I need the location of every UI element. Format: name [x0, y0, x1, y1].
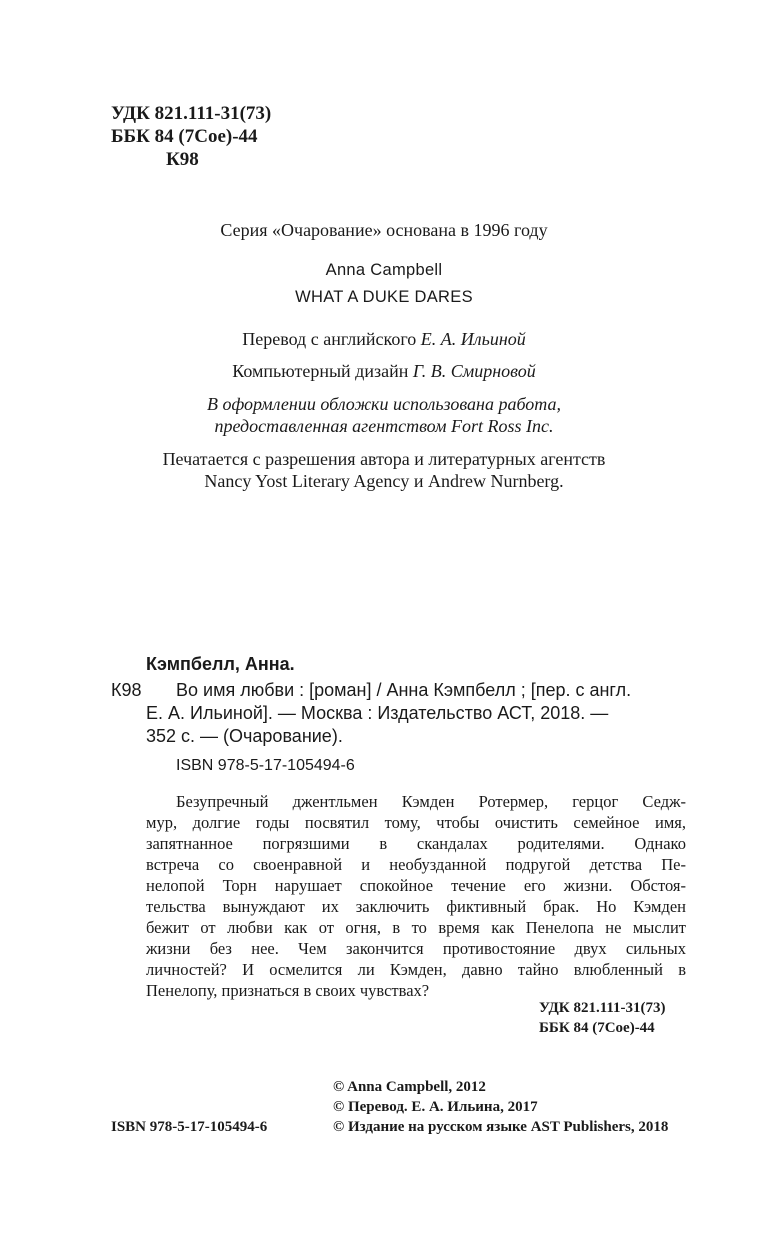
card-code: К98 [111, 680, 142, 700]
translation-credit [0, 328, 768, 350]
copyright-edition: © Издание на русском языке AST Publishers, 2018 [333, 1119, 669, 1135]
annotation-line: Пенелопу, признаться в своих чувствах? [146, 981, 430, 1000]
annotation-line: встреча со своенравной и необузданной подругой детства Пе- [146, 855, 686, 874]
cover-credit-line2: предоставленная агентством Fort Ross Inc. [214, 416, 554, 436]
copyright-author: © Anna Campbell, 2012 [333, 1079, 486, 1095]
permission-line1: Печатается с разрешения автора и литературных агентств [162, 449, 606, 469]
copyright-translation: © Перевод. Е. А. Ильина, 2017 [333, 1099, 538, 1115]
header-udk: УДК 821.111-31(73) [111, 103, 272, 124]
card-heading: Кэмпбелл, Анна. [146, 654, 295, 674]
annotation-line: запятнанное погрязшими в скандалах родителями. Однако [146, 834, 686, 853]
card-bbk: ББК 84 (7Сое)-44 [539, 1020, 655, 1036]
original-title: WHAT A DUKE DARES [295, 288, 473, 306]
annotation-line: жизни без нее. Чем закончится противостояние двух сильных [146, 939, 686, 958]
annotation-line: нелопой Торн нарушает спокойное течение его жизни. Обстоя- [146, 876, 686, 895]
card-desc-line3: 352 с. — (Очарование). [146, 726, 343, 746]
annotation-line: личностей? И осмелится ли Кэмден, давно тайно влюбленный в [146, 960, 686, 979]
annotation-line: тельства вынуждают их заключить фиктивный брак. Но Кэмден [146, 897, 686, 916]
series-line: Серия «Очарование» основана в 1996 году [220, 220, 548, 240]
designer-name: Г. В. Смирновой [412, 361, 536, 381]
card-desc-line1: Во имя любви : [роман] / Анна Кэмпбелл ; [пер. с англ. [176, 680, 632, 700]
cover-credit-line1: В оформлении обложки использована работа, [206, 394, 561, 414]
annotation-line: бежит от любви как от огня, в то время как Пенелопа не мыслит [146, 918, 686, 937]
header-bbk: ББК 84 (7Сое)-44 [111, 126, 258, 147]
design-prefix: Компьютерный дизайн [232, 361, 413, 381]
original-author: Anna Campbell [325, 261, 443, 279]
design-credit [0, 360, 768, 382]
header-code: К98 [166, 149, 199, 170]
annotation-line: мур, долгие годы посвятил тому, чтобы очистить семейное имя, [146, 813, 686, 832]
translation-prefix: Перевод с английского [242, 329, 421, 349]
card-udk: УДК 821.111-31(73) [539, 1000, 666, 1016]
permission-line2: Nancy Yost Literary Agency и Andrew Nurnberg. [204, 471, 564, 491]
card-isbn: ISBN 978-5-17-105494-6 [176, 757, 355, 774]
footer-isbn: ISBN 978-5-17-105494-6 [111, 1119, 268, 1135]
card-desc-line2: Е. А. Ильиной]. — Москва : Издательство АСТ, 2018. — [146, 703, 609, 723]
card-annotation [146, 791, 686, 1001]
translator-name: Е. А. Ильиной [420, 329, 526, 349]
annotation-line: Безупречный джентльмен Кэмден Ротермер, герцог Седж- [176, 792, 686, 811]
